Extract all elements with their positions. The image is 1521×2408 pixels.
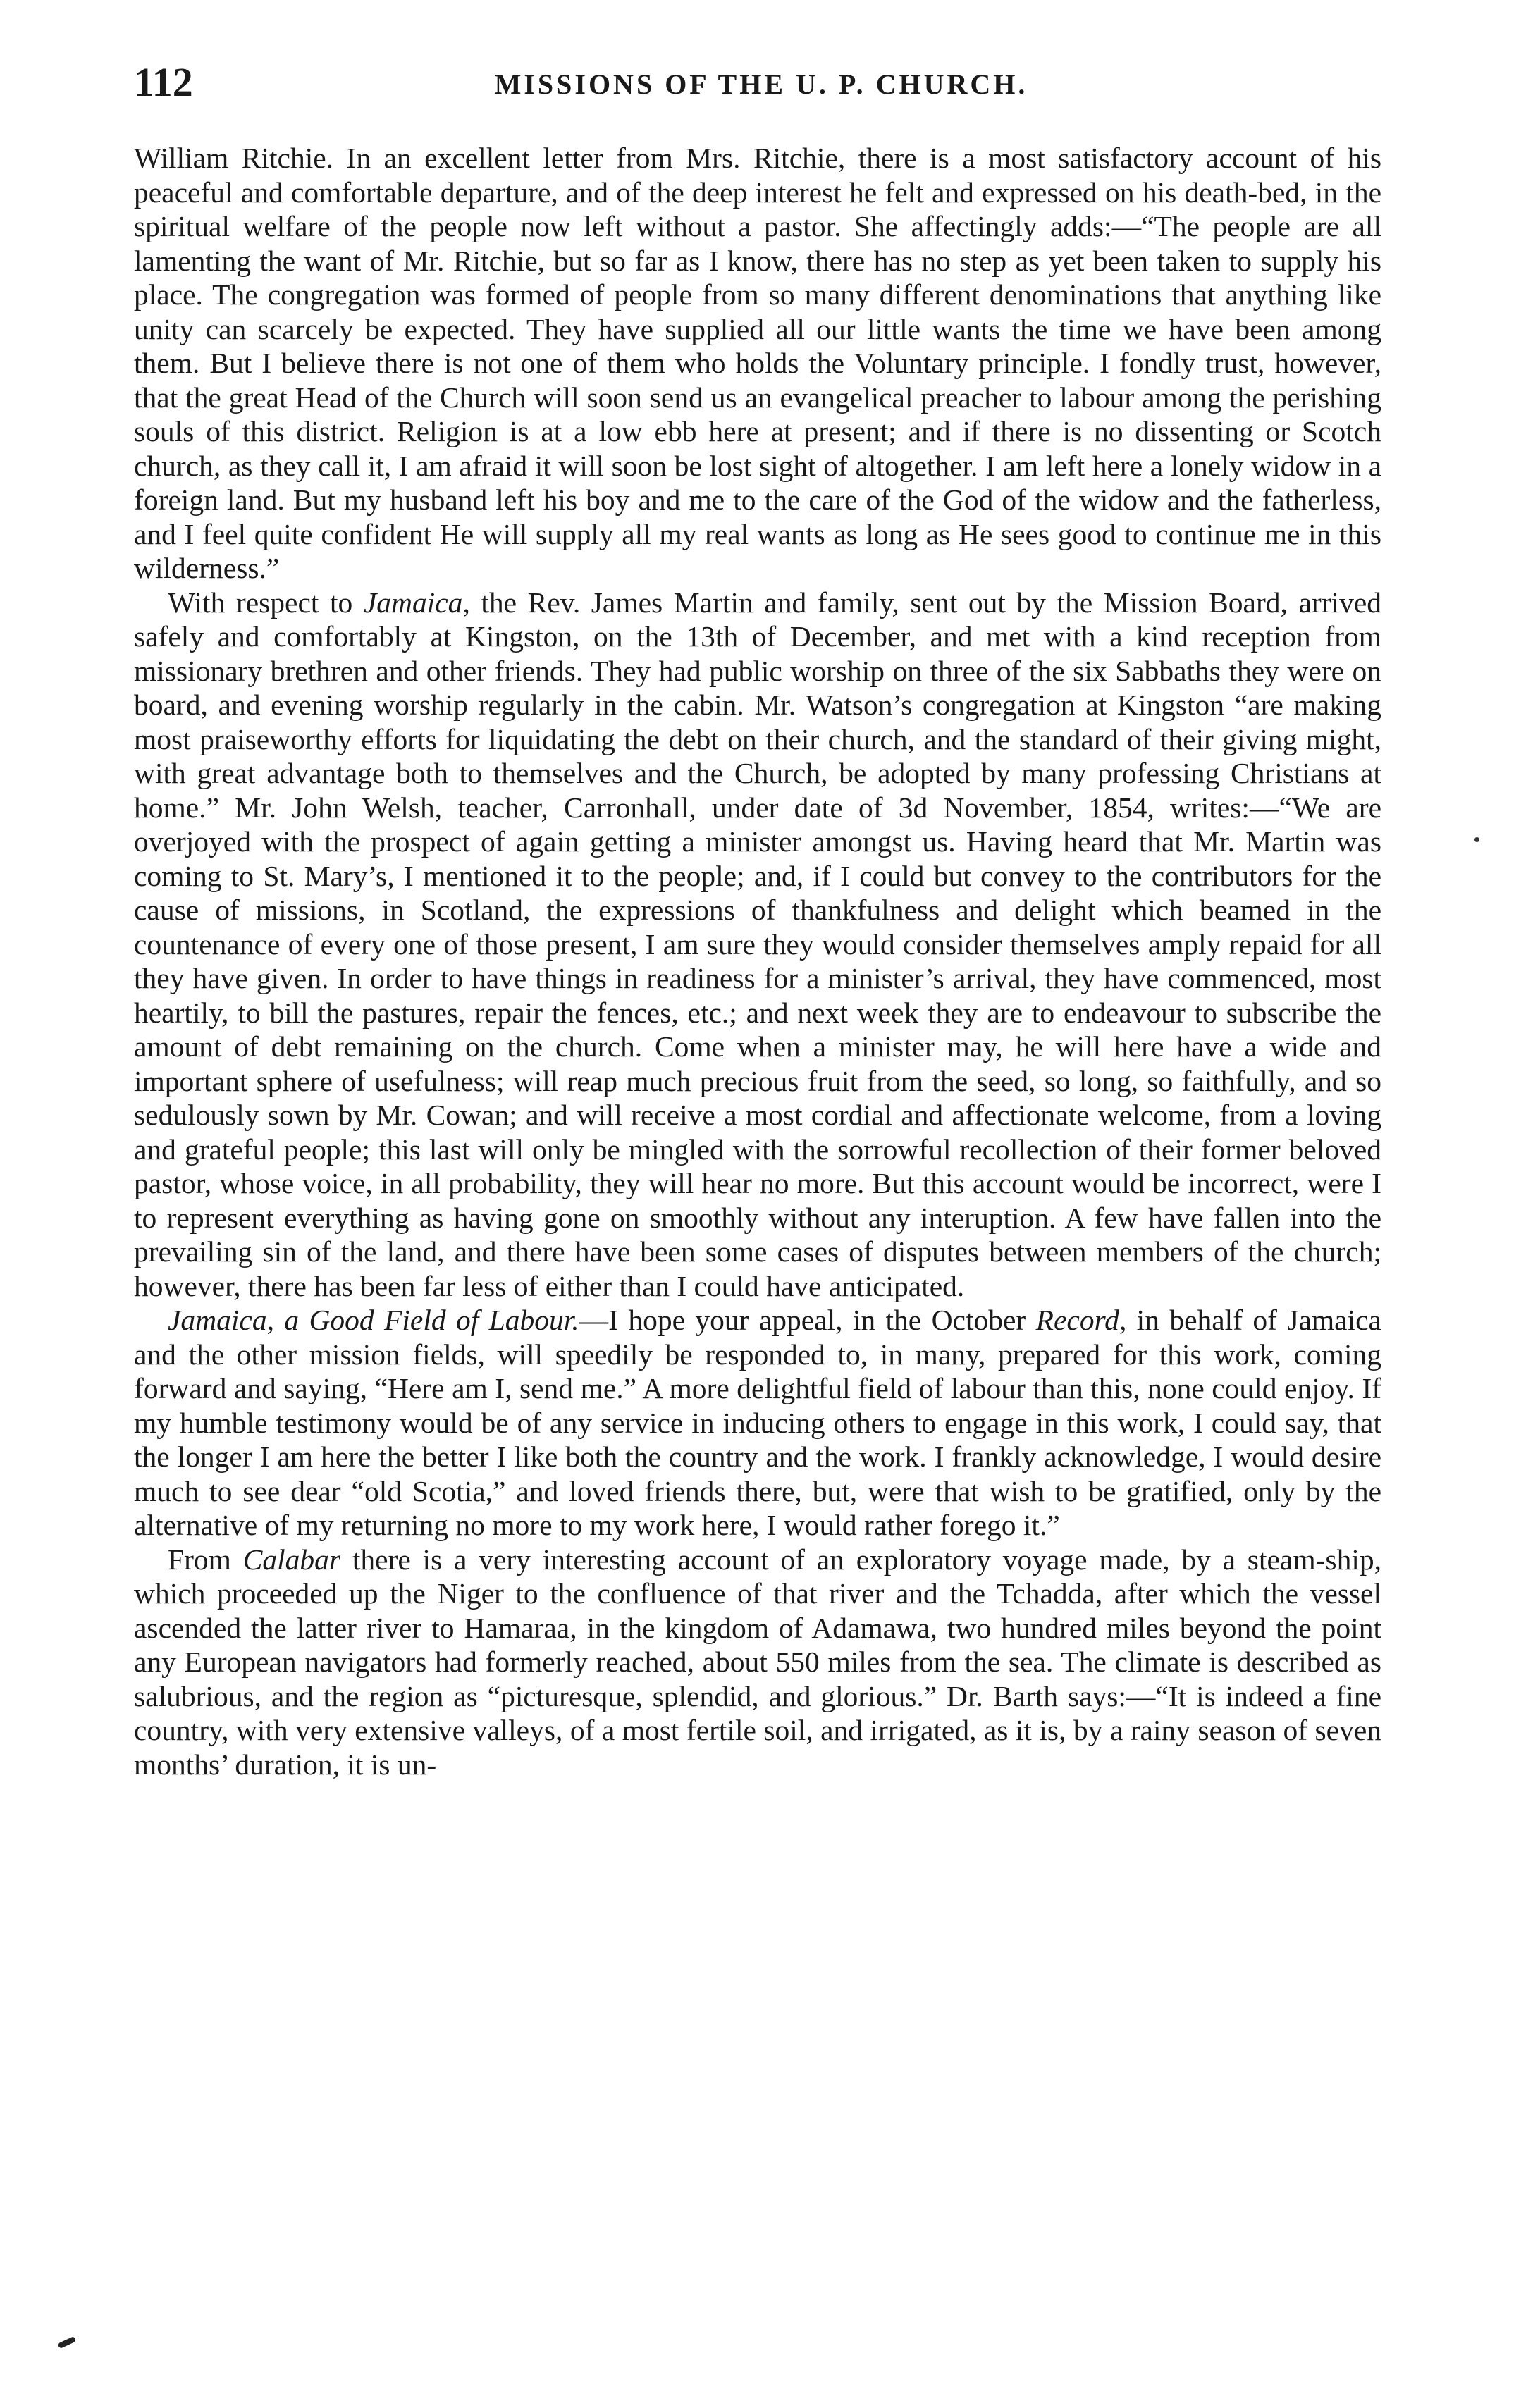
paragraph-calabar <box>134 1543 1381 1782</box>
record-italic: Record <box>1035 1304 1119 1336</box>
paragraph-jamaica <box>134 586 1381 1304</box>
good-field-text-a: —I hope your appeal, in the October <box>579 1304 1036 1336</box>
body-text <box>134 141 1381 1782</box>
running-head: MISSIONS OF THE U. P. CHURCH. <box>494 68 1028 100</box>
jamaica-italic: Jamaica <box>363 586 463 619</box>
paragraph-calabar-body: there is a very interesting account of an exploratory voyage made, by a steam-ship, which proceeded up the Niger to the confluence of that river and the Tchadda, after which the vessel ascended the latter river to Hamaraa, in the kingdom of Adamawa, two hundred miles beyond the point any European navigators had formerly reached, about 550 miles from the sea. The climate is described as salubrious, and the region as “picturesque, splendid, and glorious.” Dr. Barth says:—“It is indeed a fine country, with very extensive valleys, of a most fertile soil, and irrigated, as it is, by a rainy season of seven months’ duration, it is un- <box>134 1543 1381 1781</box>
ink-mark <box>58 2336 77 2349</box>
paragraph-ritchie-letter: William Ritchie. In an excellent letter from Mrs. Ritchie, there is a most satisfactory account of his peaceful and comfortable departure, and of the deep interest he felt and expressed on his death-bed, in the spiritual welfare of the people now left without a pastor. She affectingly adds:—“The people are all lamenting the want of Mr. Ritchie, but so far as I know, there has no step as yet been taken to supply his place. The congregation was formed of people from so many different denominations that anything like unity can scarcely be expected. They have supplied all our little wants the time we have been among them. But I believe there is not one of them who holds the Voluntary principle. I fondly trust, however, that the great Head of the Church will soon send us an evangelical preacher to labour among the perishing souls of this district. Religion is at a low ebb here at present; and if there is no dissenting or Scotch church, as they call it, I am afraid it will soon be lost sight of altogether. I am left here a lonely widow in a foreign land. But my husband left his boy and me to the care of the God of the widow and the fatherless, and I feel quite confident He will supply all my real wants as long as He sees good to continue me in this wilderness.” <box>134 142 1381 584</box>
paragraph-good-field <box>134 1303 1381 1543</box>
page-number: 112 <box>134 59 193 105</box>
paragraph-calabar-lead: From <box>168 1543 243 1576</box>
good-field-text-b: , in behalf of Jamaica and the other mission fields, will speedily be responded to, in many, prepared for this work, coming forward and saying, “Here am I, send me.” A more delightful field of labour than this, none could enjoy. If my humble testimony would be of any service in inducing others to engage in this work, I could say, that the longer I am here the better I like both the country and the work. I frankly acknowledge, I would desire much to see dear “old Scotia,” and loved friends there, but, were that wish to be gratified, only by the alternative of my returning no more to my work here, I would rather forego it.” <box>134 1304 1381 1541</box>
good-field-heading: Jamaica, a Good Field of Labour. <box>168 1304 579 1336</box>
margin-dot <box>1474 837 1479 842</box>
paragraph-jamaica-lead: With respect to <box>168 586 364 619</box>
page-header <box>134 58 1388 107</box>
calabar-italic: Calabar <box>242 1543 341 1576</box>
paragraph-jamaica-body: , the Rev. James Martin and family, sent out by the Mission Board, arrived safely and comfortably at Kingston, on the 13th of December, and met with a kind reception from missionary brethren and other friends. They had public worship on three of the six Sabbaths they were on board, and evening worship regularly in the cabin. Mr. Watson’s congregation at Kingston “are making most praiseworthy efforts for liquidating the debt on their church, and the standard of their giving might, with great advantage both to themselves and the Church, be adopted by many professing Christians at home.” Mr. John Welsh, teacher, Carronhall, under date of 3d November, 1854, writes:—“We are overjoyed with the prospect of again getting a minister amongst us. Having heard that Mr. Martin was coming to St. Mary’s, I mentioned it to the people; and, if I could but convey to the contributors for the cause of missions, in Scotland, the expressions of thankfulness and delight which beamed in the countenance of every one of those present, I am sure they would consider themselves amply repaid for all they have given. In order to have things in readiness for a minister’s arrival, they have commenced, most heartily, to bill the pastures, repair the fences, etc.; and next week they are to endeavour to subscribe the amount of debt remaining on the church. Come when a minister may, he will here have a wide and important sphere of usefulness; will reap much precious fruit from the seed, so long, so faithfully, and so sedulously sown by Mr. Cowan; and will receive a most cordial and affectionate welcome, from a loving and grateful people; this last will only be mingled with the sorrowful recollection of their former beloved pastor, whose voice, in all probability, they will hear no more. But this account would be incorrect, were I to represent everything as having gone on smoothly without any interuption. A few have fallen into the prevailing sin of the land, and there have been some cases of disputes between members of the church; however, there has been far less of either than I could have anticipated. <box>134 586 1381 1302</box>
